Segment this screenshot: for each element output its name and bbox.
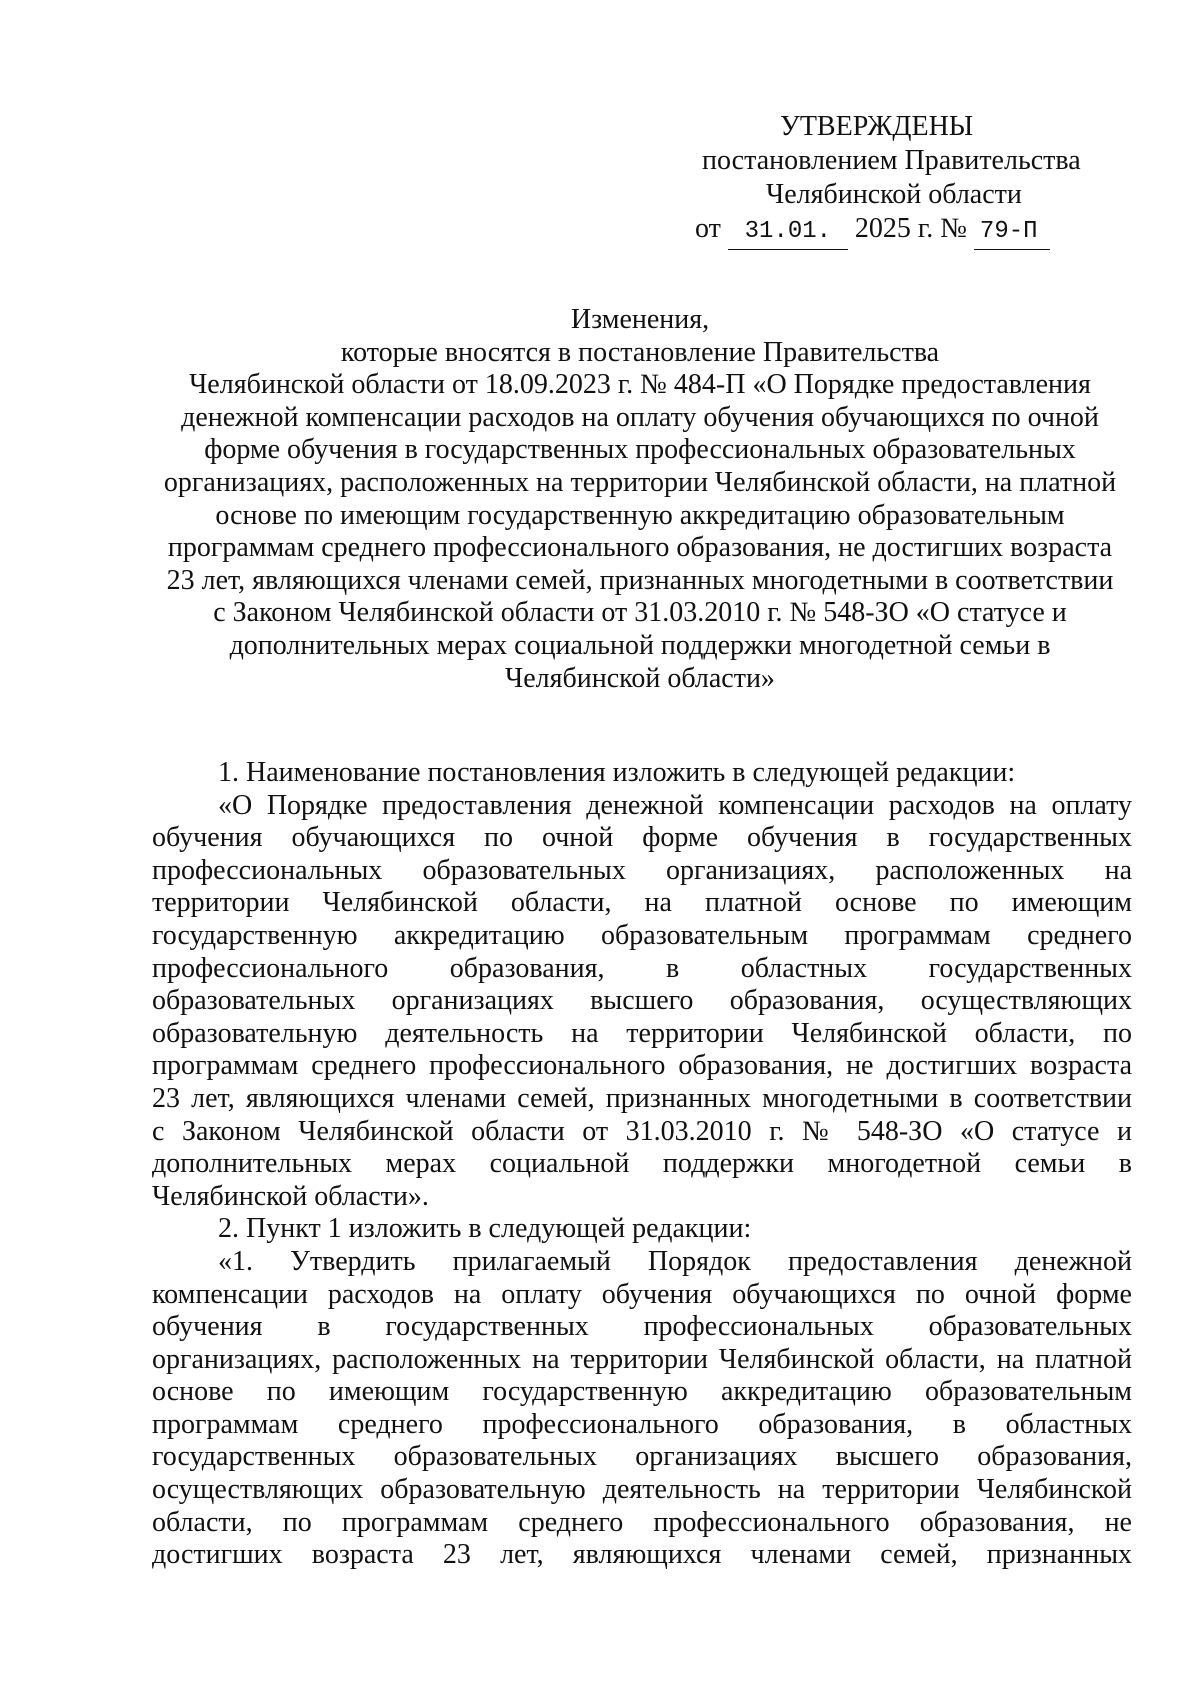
body-line: программам среднего профессионального образования, не достигших возраста bbox=[152, 1050, 1132, 1082]
body-line: основе по имеющим государственную аккредитацию образовательным bbox=[152, 1376, 1132, 1408]
body-line: обучения обучающихся по очной форме обучения в государственных bbox=[152, 822, 1132, 854]
body-line: образовательных организациях высшего образования, осуществляющих bbox=[152, 985, 1132, 1017]
body-line: образовательную деятельность на территории Челябинской области, по bbox=[152, 1017, 1132, 1049]
document-number: 79-П bbox=[974, 215, 1050, 250]
title-line: Челябинской области от 18.09.2023 г. № 484-П «О Порядке предоставления bbox=[189, 369, 1091, 401]
body-line: «1. Утвердить прилагаемый Порядок предоставления денежной bbox=[218, 1245, 1132, 1277]
title-line: денежной компенсации расходов на оплату обучения обучающихся по очной bbox=[181, 401, 1099, 433]
body-line: дополнительных мерах социальной поддержки многодетной семьи в bbox=[152, 1148, 1132, 1180]
title-line: организациях, расположенных на территории Челябинской области, на платной bbox=[163, 466, 1117, 498]
body-line: организациях, расположенных на территории Челябинской области, на платной bbox=[152, 1343, 1132, 1375]
body-line: территории Челябинской области, на платной основе по имеющим bbox=[152, 887, 1132, 919]
title-line: Изменения, bbox=[570, 304, 710, 335]
body-line: профессиональных образовательных организациях, расположенных на bbox=[152, 854, 1132, 886]
approval-line-region: Челябинской области bbox=[766, 179, 1022, 210]
body-line: компенсации расходов на оплату обучения обучающихся по очной форме bbox=[152, 1278, 1132, 1310]
title-line: программам среднего профессионального образования, не достигших возраста bbox=[167, 532, 1113, 564]
approval-date-line bbox=[695, 212, 1150, 250]
body-line: области, по программам среднего профессионального образования, не bbox=[152, 1506, 1132, 1538]
approval-line-government: постановлением Правительства bbox=[702, 145, 1081, 176]
body-line: государственных образовательных организациях высшего образования, bbox=[152, 1441, 1132, 1473]
body-line-item-2-heading: 2. Пункт 1 изложить в следующей редакции: bbox=[218, 1213, 752, 1245]
body-line: 23 лет, являющихся членами семей, признанных многодетными в соответствии bbox=[152, 1082, 1132, 1114]
title-line: 23 лет, являющихся членами семей, признанных многодетными в соответствии bbox=[166, 564, 1114, 596]
body-line: профессионального образования, в областных государственных bbox=[152, 952, 1132, 984]
title-line: которые вносятся в постановление Правительства bbox=[340, 336, 940, 368]
title-line: с Законом Челябинской области от 31.03.2010 г. № 548-ЗО «О статусе и bbox=[213, 597, 1067, 629]
date-year: 2025 г. № bbox=[854, 213, 967, 244]
body-line: программам среднего профессионального образования, в областных bbox=[152, 1408, 1132, 1440]
body-line: достигших возраста 23 лет, являющихся членами семей, признанных bbox=[152, 1539, 1132, 1571]
document-body bbox=[152, 757, 1132, 1572]
body-line: «О Порядке предоставления денежной компенсации расходов на оплату bbox=[218, 789, 1132, 821]
body-line: обучения в государственных профессиональных образовательных bbox=[152, 1311, 1132, 1343]
title-line: основе по имеющим государственную аккредитацию образовательным bbox=[215, 499, 1065, 531]
body-line: осуществляющих образовательную деятельность на территории Челябинской bbox=[152, 1474, 1132, 1506]
document-title bbox=[150, 304, 1130, 695]
title-line: Челябинской области» bbox=[505, 662, 775, 694]
body-line: с Законом Челябинской области от 31.03.2010 г. № 548-ЗО «О статусе и bbox=[152, 1115, 1132, 1147]
approval-stamp bbox=[650, 110, 1150, 250]
date-value: 31.01. bbox=[728, 215, 848, 250]
approval-heading: УТВЕРЖДЕНЫ bbox=[780, 111, 974, 142]
date-prefix: от bbox=[695, 213, 721, 244]
title-line: дополнительных мерах социальной поддержки многодетной семьи в bbox=[229, 629, 1051, 661]
body-line: государственную аккредитацию образовательным программам среднего bbox=[152, 919, 1132, 951]
title-line: форме обучения в государственных профессиональных образовательных bbox=[204, 434, 1076, 466]
body-line-item-1-heading: 1. Наименование постановления изложить в следующей редакции: bbox=[218, 757, 1016, 788]
body-line: Челябинской области». bbox=[152, 1180, 429, 1212]
